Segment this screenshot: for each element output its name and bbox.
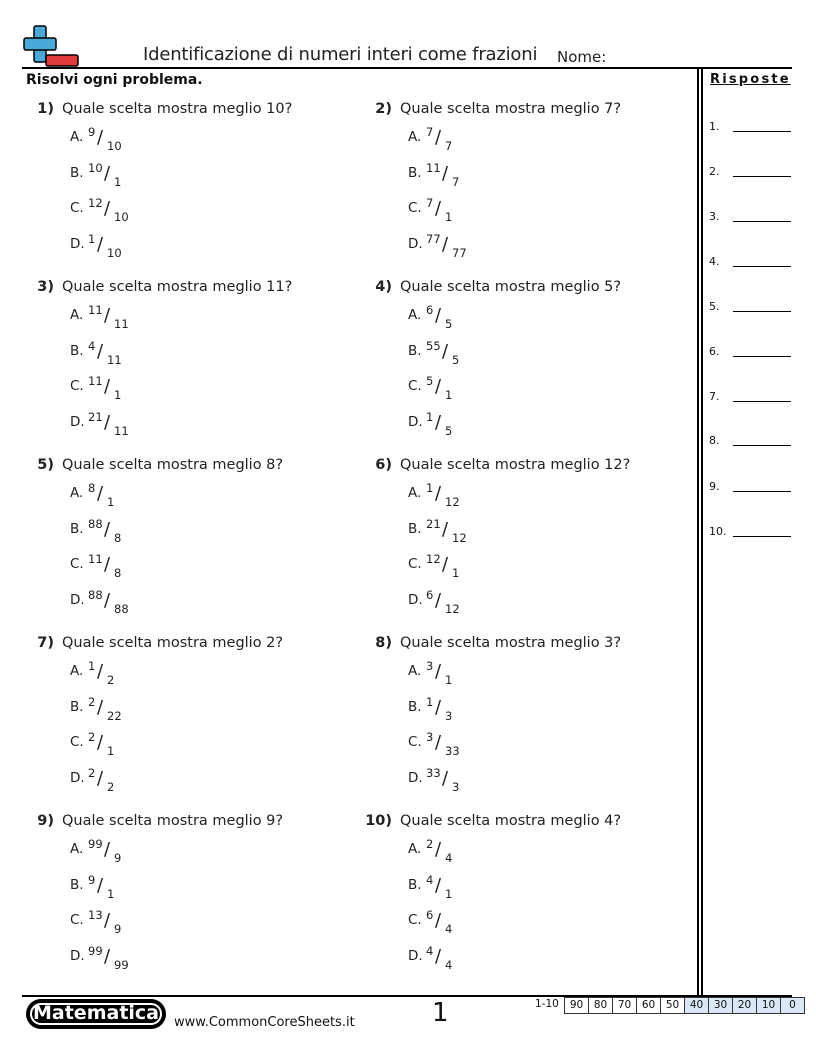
- numerator: 5: [426, 374, 434, 388]
- fraction-slash: /: [435, 661, 442, 682]
- fraction-slash: /: [104, 412, 111, 433]
- fraction: [88, 837, 168, 871]
- page-number: 1: [432, 998, 449, 1028]
- fraction-slash: /: [435, 697, 442, 718]
- choice-letter: C.: [408, 912, 422, 928]
- fraction-slash: /: [442, 768, 449, 789]
- denominator: 12: [445, 602, 460, 616]
- answer-line[interactable]: [709, 255, 720, 268]
- numerator: 3: [426, 659, 434, 673]
- numerator: 1: [426, 695, 434, 709]
- question-number: 2): [375, 101, 392, 117]
- denominator: 4: [445, 922, 453, 936]
- fraction-slash: /: [104, 590, 111, 611]
- fraction: [88, 481, 168, 515]
- fraction: [426, 196, 506, 230]
- fraction-slash: /: [442, 554, 449, 575]
- choice-letter: D.: [408, 592, 423, 608]
- choice-letter: C.: [408, 378, 422, 394]
- score-cell: 0: [780, 997, 805, 1014]
- denominator: 1: [445, 210, 453, 224]
- fraction-slash: /: [104, 554, 111, 575]
- question: [356, 279, 621, 295]
- choice-letter: A.: [70, 307, 84, 323]
- choice-letter: B.: [70, 165, 84, 181]
- question: [18, 279, 292, 295]
- score-range-label: 1-10: [535, 998, 559, 1010]
- denominator: 1: [114, 175, 122, 189]
- choice-letter: A.: [70, 485, 84, 501]
- choice-letter: A.: [408, 663, 422, 679]
- denominator: 10: [107, 246, 122, 260]
- numerator: 1: [426, 410, 434, 424]
- fraction-slash: /: [442, 163, 449, 184]
- fraction: [426, 730, 506, 764]
- denominator: 1: [452, 566, 460, 580]
- denominator: 11: [114, 317, 129, 331]
- fraction-slash: /: [442, 234, 449, 255]
- question-number: 4): [375, 279, 392, 295]
- score-cell: 40: [684, 997, 709, 1014]
- fraction-slash: /: [104, 198, 111, 219]
- site-url: www.CommonCoreSheets.it: [174, 1015, 355, 1030]
- denominator: 7: [445, 139, 453, 153]
- denominator: 1: [114, 388, 122, 402]
- fraction-slash: /: [442, 519, 449, 540]
- choice-letter: C.: [70, 912, 84, 928]
- problem: [18, 457, 348, 627]
- question-text: Quale scelta mostra meglio 8?: [62, 457, 284, 473]
- numerator: 21: [426, 517, 441, 531]
- fraction-slash: /: [97, 127, 104, 148]
- fraction: [426, 837, 506, 871]
- fraction: [426, 908, 506, 942]
- answer-line[interactable]: [709, 165, 720, 178]
- choice-letter: D.: [408, 770, 423, 786]
- denominator: 10: [107, 139, 122, 153]
- fraction-slash: /: [104, 839, 111, 860]
- question-number: 3): [37, 279, 54, 295]
- fraction: [88, 908, 168, 942]
- numerator: 12: [426, 552, 441, 566]
- problem: [18, 635, 348, 805]
- answer-line[interactable]: [709, 525, 727, 538]
- denominator: 4: [445, 851, 453, 865]
- fraction-slash: /: [97, 661, 104, 682]
- fraction-slash: /: [97, 234, 104, 255]
- denominator: 88: [114, 602, 129, 616]
- subject-badge-label: Matematica: [33, 1002, 159, 1024]
- numerator: 9: [88, 125, 96, 139]
- numerator: 6: [426, 588, 434, 602]
- numerator: 11: [88, 552, 103, 566]
- fraction-slash: /: [435, 946, 442, 967]
- answer-blank[interactable]: [733, 221, 791, 222]
- choice-letter: B.: [70, 343, 84, 359]
- answer-blank[interactable]: [733, 491, 791, 492]
- fraction: [88, 196, 168, 230]
- problem: [18, 279, 348, 449]
- answer-blank[interactable]: [733, 131, 791, 132]
- fraction-slash: /: [97, 768, 104, 789]
- answer-line[interactable]: [709, 300, 720, 313]
- problem: [356, 813, 686, 983]
- answer-line[interactable]: [709, 120, 720, 133]
- fraction: [88, 125, 168, 159]
- numerator: 4: [88, 339, 96, 353]
- answer-number: 10.: [709, 525, 727, 538]
- fraction: [426, 161, 506, 195]
- choice-letter: A.: [70, 663, 84, 679]
- denominator: 7: [452, 175, 460, 189]
- fraction: [88, 944, 168, 978]
- fraction: [426, 339, 506, 373]
- fraction: [426, 659, 506, 693]
- answer-number: 2.: [709, 165, 720, 178]
- answer-number: 3.: [709, 210, 720, 223]
- choice-letter: A.: [408, 307, 422, 323]
- numerator: 7: [426, 196, 434, 210]
- name-label: Nome:: [557, 48, 607, 66]
- choice-letter: D.: [70, 948, 85, 964]
- fraction: [88, 161, 168, 195]
- denominator: 1: [107, 887, 115, 901]
- question: [18, 635, 283, 651]
- fraction: [88, 517, 168, 551]
- question: [18, 813, 283, 829]
- fraction-slash: /: [435, 910, 442, 931]
- question-text: Quale scelta mostra meglio 11?: [62, 279, 293, 295]
- choice-letter: C.: [70, 200, 84, 216]
- fraction: [88, 766, 168, 800]
- page-title: Identificazione di numeri interi come frazioni: [143, 44, 538, 65]
- denominator: 9: [114, 922, 122, 936]
- numerator: 10: [88, 161, 103, 175]
- choice-letter: C.: [408, 200, 422, 216]
- problem: [18, 813, 348, 983]
- answer-blank[interactable]: [733, 445, 791, 446]
- score-cell: 30: [708, 997, 733, 1014]
- denominator: 12: [445, 495, 460, 509]
- score-cell: 80: [588, 997, 613, 1014]
- numerator: 6: [426, 303, 434, 317]
- answer-line[interactable]: [709, 434, 720, 447]
- fraction: [426, 766, 506, 800]
- choice-letter: D.: [408, 236, 423, 252]
- numerator: 2: [88, 695, 96, 709]
- question-text: Quale scelta mostra meglio 7?: [400, 101, 622, 117]
- numerator: 1: [88, 659, 96, 673]
- answer-blank[interactable]: [733, 356, 791, 357]
- fraction-slash: /: [104, 376, 111, 397]
- answer-number: 7.: [709, 390, 720, 403]
- choice-letter: D.: [70, 414, 85, 430]
- score-table: [565, 997, 805, 1014]
- fraction-slash: /: [435, 875, 442, 896]
- numerator: 99: [88, 837, 103, 851]
- choice-letter: A.: [408, 841, 422, 857]
- fraction-slash: /: [104, 305, 111, 326]
- answer-blank[interactable]: [733, 266, 791, 267]
- denominator: 11: [114, 424, 129, 438]
- numerator: 7: [426, 125, 434, 139]
- fraction: [88, 339, 168, 373]
- choice-letter: B.: [408, 877, 422, 893]
- denominator: 9: [114, 851, 122, 865]
- fraction-slash: /: [435, 483, 442, 504]
- fraction-slash: /: [97, 732, 104, 753]
- answer-line[interactable]: [709, 345, 720, 358]
- fraction: [426, 481, 506, 515]
- denominator: 8: [114, 531, 122, 545]
- fraction: [88, 374, 168, 408]
- score-cell: 20: [732, 997, 757, 1014]
- numerator: 88: [88, 517, 103, 531]
- denominator: 77: [452, 246, 467, 260]
- fraction-slash: /: [104, 163, 111, 184]
- numerator: 1: [426, 481, 434, 495]
- answer-line[interactable]: [709, 210, 720, 223]
- denominator: 5: [445, 424, 453, 438]
- numerator: 2: [88, 766, 96, 780]
- fraction: [88, 410, 168, 444]
- choice-letter: C.: [408, 734, 422, 750]
- choice-letter: A.: [70, 129, 84, 145]
- fraction: [426, 695, 506, 729]
- question: [356, 635, 621, 651]
- fraction-slash: /: [97, 341, 104, 362]
- question-number: 8): [375, 635, 392, 651]
- denominator: 1: [107, 495, 115, 509]
- question: [18, 457, 283, 473]
- denominator: 8: [114, 566, 122, 580]
- denominator: 33: [445, 744, 460, 758]
- numerator: 55: [426, 339, 441, 353]
- fraction-slash: /: [435, 198, 442, 219]
- denominator: 2: [107, 673, 115, 687]
- denominator: 3: [452, 780, 460, 794]
- fraction-slash: /: [97, 483, 104, 504]
- denominator: 5: [445, 317, 453, 331]
- choice-letter: D.: [70, 770, 85, 786]
- answer-line[interactable]: [709, 390, 720, 403]
- answer-number: 6.: [709, 345, 720, 358]
- numerator: 6: [426, 908, 434, 922]
- choice-letter: D.: [408, 414, 423, 430]
- answer-number: 9.: [709, 480, 720, 493]
- fraction: [426, 873, 506, 907]
- fraction-slash: /: [435, 412, 442, 433]
- numerator: 2: [88, 730, 96, 744]
- choice-letter: C.: [70, 734, 84, 750]
- fraction-slash: /: [435, 127, 442, 148]
- choice-letter: A.: [408, 485, 422, 501]
- problem: [356, 279, 686, 449]
- numerator: 1: [88, 232, 96, 246]
- choice-letter: C.: [70, 378, 84, 394]
- fraction-slash: /: [435, 376, 442, 397]
- choice-letter: D.: [70, 236, 85, 252]
- choice-letter: B.: [70, 521, 84, 537]
- fraction: [426, 410, 506, 444]
- answers-title: Risposte: [710, 72, 791, 87]
- choice-letter: C.: [70, 556, 84, 572]
- fraction: [426, 303, 506, 337]
- numerator: 77: [426, 232, 441, 246]
- fraction-slash: /: [97, 875, 104, 896]
- score-cell: 70: [612, 997, 637, 1014]
- fraction: [88, 588, 168, 622]
- answers-divider-left: [697, 67, 699, 996]
- fraction: [426, 517, 506, 551]
- denominator: 1: [445, 887, 453, 901]
- choice-letter: B.: [70, 699, 84, 715]
- answer-line[interactable]: [709, 480, 720, 493]
- fraction-slash: /: [442, 341, 449, 362]
- problem: [18, 101, 348, 271]
- choice-letter: B.: [70, 877, 84, 893]
- denominator: 1: [445, 388, 453, 402]
- fraction: [88, 730, 168, 764]
- question-text: Quale scelta mostra meglio 9?: [62, 813, 284, 829]
- numerator: 11: [88, 374, 103, 388]
- denominator: 10: [114, 210, 129, 224]
- question: [356, 101, 621, 117]
- denominator: 2: [107, 780, 115, 794]
- problem: [356, 457, 686, 627]
- numerator: 88: [88, 588, 103, 602]
- header-divider: [22, 67, 792, 69]
- numerator: 11: [88, 303, 103, 317]
- denominator: 4: [445, 958, 453, 972]
- question: [356, 813, 621, 829]
- numerator: 99: [88, 944, 103, 958]
- fraction-slash: /: [104, 519, 111, 540]
- problem: [356, 101, 686, 271]
- fraction: [88, 873, 168, 907]
- fraction: [426, 374, 506, 408]
- numerator: 2: [426, 837, 434, 851]
- fraction-slash: /: [104, 946, 111, 967]
- fraction-slash: /: [104, 910, 111, 931]
- fraction: [426, 125, 506, 159]
- choice-letter: C.: [408, 556, 422, 572]
- choice-letter: B.: [408, 165, 422, 181]
- numerator: 4: [426, 944, 434, 958]
- fraction: [426, 232, 506, 266]
- denominator: 11: [107, 353, 122, 367]
- answer-number: 1.: [709, 120, 720, 133]
- denominator: 5: [452, 353, 460, 367]
- question-number: 9): [37, 813, 54, 829]
- question-text: Quale scelta mostra meglio 4?: [400, 813, 622, 829]
- problem: [356, 635, 686, 805]
- numerator: 12: [88, 196, 103, 210]
- question: [18, 101, 292, 117]
- fraction: [426, 552, 506, 586]
- answer-blank[interactable]: [733, 536, 791, 537]
- denominator: 99: [114, 958, 129, 972]
- question-text: Quale scelta mostra meglio 2?: [62, 635, 284, 651]
- numerator: 4: [426, 873, 434, 887]
- numerator: 8: [88, 481, 96, 495]
- choice-letter: D.: [408, 948, 423, 964]
- question-number: 1): [37, 101, 54, 117]
- answer-number: 4.: [709, 255, 720, 268]
- fraction-slash: /: [435, 732, 442, 753]
- question-text: Quale scelta mostra meglio 10?: [62, 101, 293, 117]
- question-text: Quale scelta mostra meglio 3?: [400, 635, 622, 651]
- fraction: [88, 659, 168, 693]
- fraction: [88, 232, 168, 266]
- numerator: 3: [426, 730, 434, 744]
- question-text: Quale scelta mostra meglio 12?: [400, 457, 631, 473]
- numerator: 21: [88, 410, 103, 424]
- score-cell: 60: [636, 997, 661, 1014]
- numerator: 11: [426, 161, 441, 175]
- question-number: 6): [375, 457, 392, 473]
- score-cell: 10: [756, 997, 781, 1014]
- fraction: [426, 588, 506, 622]
- plus-minus-logo-icon: [22, 24, 80, 68]
- fraction: [426, 944, 506, 978]
- answer-number: 5.: [709, 300, 720, 313]
- choice-letter: B.: [408, 343, 422, 359]
- choice-letter: D.: [70, 592, 85, 608]
- answer-blank[interactable]: [733, 176, 791, 177]
- denominator: 22: [107, 709, 122, 723]
- instructions: Risolvi ogni problema.: [26, 72, 203, 88]
- choice-letter: B.: [408, 699, 422, 715]
- denominator: 1: [107, 744, 115, 758]
- answer-blank[interactable]: [733, 401, 791, 402]
- denominator: 3: [445, 709, 453, 723]
- numerator: 33: [426, 766, 441, 780]
- answer-blank[interactable]: [733, 311, 791, 312]
- answers-divider-right: [701, 67, 703, 996]
- fraction: [88, 303, 168, 337]
- numerator: 9: [88, 873, 96, 887]
- denominator: 12: [452, 531, 467, 545]
- fraction-slash: /: [435, 305, 442, 326]
- question-text: Quale scelta mostra meglio 5?: [400, 279, 622, 295]
- question-number: 7): [37, 635, 54, 651]
- score-cell: 90: [564, 997, 589, 1014]
- choice-letter: A.: [70, 841, 84, 857]
- fraction-slash: /: [97, 697, 104, 718]
- question-number: 5): [37, 457, 54, 473]
- fraction-slash: /: [435, 839, 442, 860]
- subject-badge: [26, 999, 166, 1029]
- answer-number: 8.: [709, 434, 720, 447]
- choice-letter: A.: [408, 129, 422, 145]
- question-number: 10): [365, 813, 392, 829]
- fraction: [88, 552, 168, 586]
- numerator: 13: [88, 908, 103, 922]
- score-cell: 50: [660, 997, 685, 1014]
- fraction-slash: /: [435, 590, 442, 611]
- fraction: [88, 695, 168, 729]
- question: [356, 457, 630, 473]
- choice-letter: B.: [408, 521, 422, 537]
- denominator: 1: [445, 673, 453, 687]
